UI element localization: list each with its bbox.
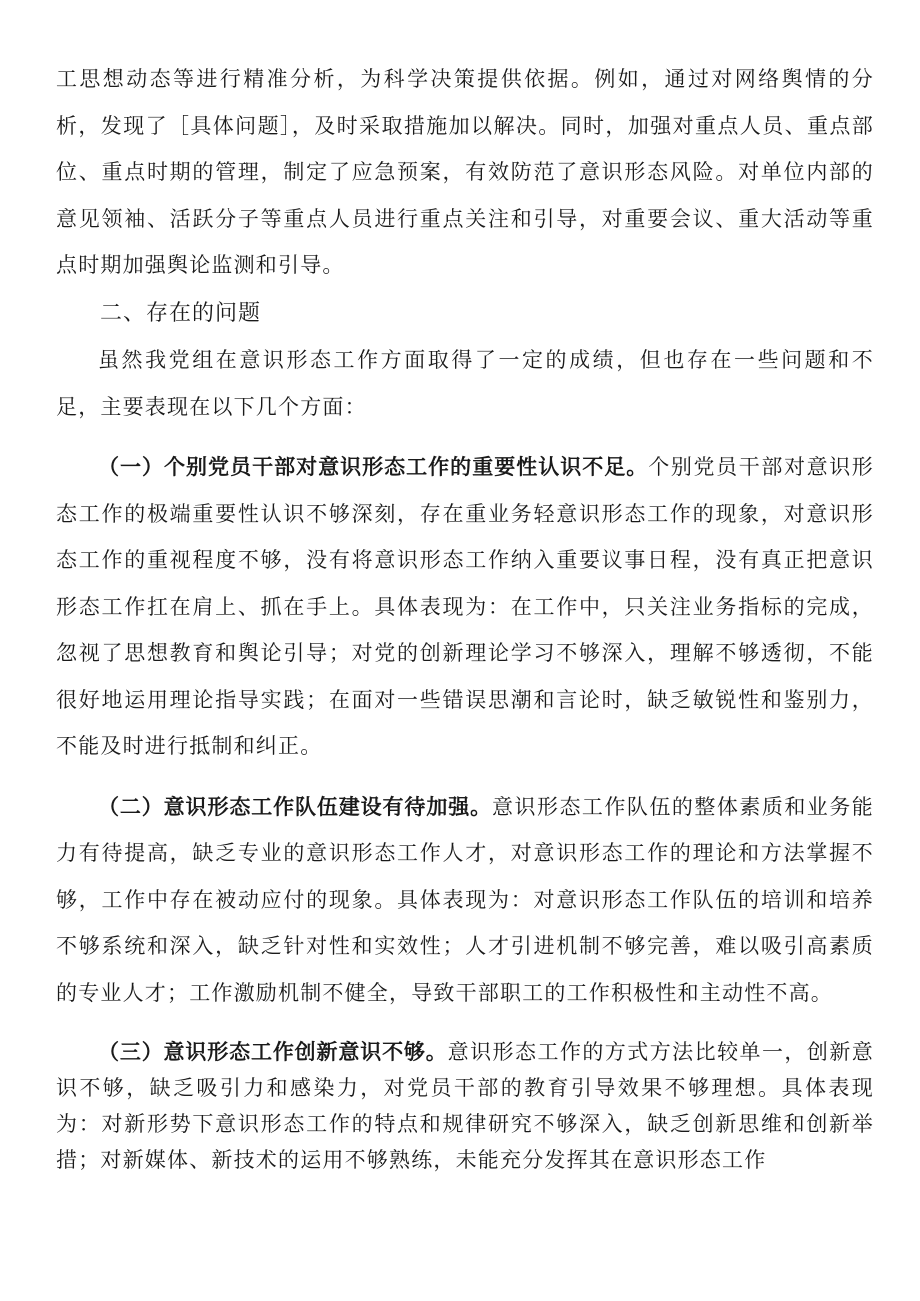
issue-lead-3: （三）意识形态工作创新意识不够。 bbox=[98, 1040, 448, 1064]
issue-body-2: 意识形态工作队伍的整体素质和业务能力有待提高，缺乏专业的意识形态工作人才，对意识形态工作的理论和方法掌握不够，工作中存在被动应付的现象。具体表现为：对意识形态工作队伍的培训和培养不够系统和深入，缺乏针对性和实效性；人才引进机制不够完善，难以吸引高素质的专业人才；工作激励机制不健全，导致干部职工的工作积极性和主动性不高。 bbox=[56, 794, 874, 1005]
issue-body-3: 意识形态工作的方式方法比较单一，创新意识不够，缺乏吸引力和感染力，对党员干部的教育引导效果不够理想。具体表现为：对新形势下意识形态工作的特点和规律研究不够深入，缺乏创新思维和创新举措；对新媒体、新技术的运用不够熟练，未能充分发挥其在意识形态工作 bbox=[56, 1040, 874, 1172]
issue-lead-2: （二）意识形态工作队伍建设有待加强。 bbox=[98, 794, 492, 819]
issue-paragraph-2 bbox=[56, 784, 874, 1017]
issue-paragraph-3 bbox=[56, 1034, 874, 1178]
section-heading: 二、存在的问题 bbox=[100, 300, 262, 326]
issue-body-1: 个别党员干部对意识形态工作的极端重要性认识不够深刻，存在重业务轻意识形态工作的现象，对意识形态工作的重视程度不够，没有将意识形态工作纳入重要议事日程，没有真正把意识形态工作扛在肩上、抓在手上。具体表现为：在工作中，只关注业务指标的完成，忽视了思想教育和舆论引导；对党的创新理论学习不够深入，理解不够透彻，不能很好地运用理论指导实践；在面对一些错误思潮和言论时，缺乏敏锐性和鉴别力，不能及时进行抵制和纠正。 bbox=[56, 455, 875, 758]
paragraph-continuation: 工思想动态等进行精准分析，为科学决策提供依据。例如，通过对网络舆情的分析，发现了［具体问题］，及时采取措施加以解决。同时，加强对重点人员、重点部位、重点时期的管理，制定了应急预案，有效防范了意识形态风险。对单位内部的意见领袖、活跃分子等重点人员进行重点关注和引导，对重要会议、重大活动等重点时期加强舆论监测和引导。 bbox=[56, 67, 874, 277]
issue-paragraph-1 bbox=[56, 444, 874, 770]
issue-lead-1: （一）个别党员干部对意识形态工作的重要性认识不足。 bbox=[98, 455, 649, 479]
intro-paragraph: 虽然我党组在意识形态工作方面取得了一定的成绩，但也存在一些问题和不足，主要表现在以下几个方面： bbox=[56, 348, 874, 419]
